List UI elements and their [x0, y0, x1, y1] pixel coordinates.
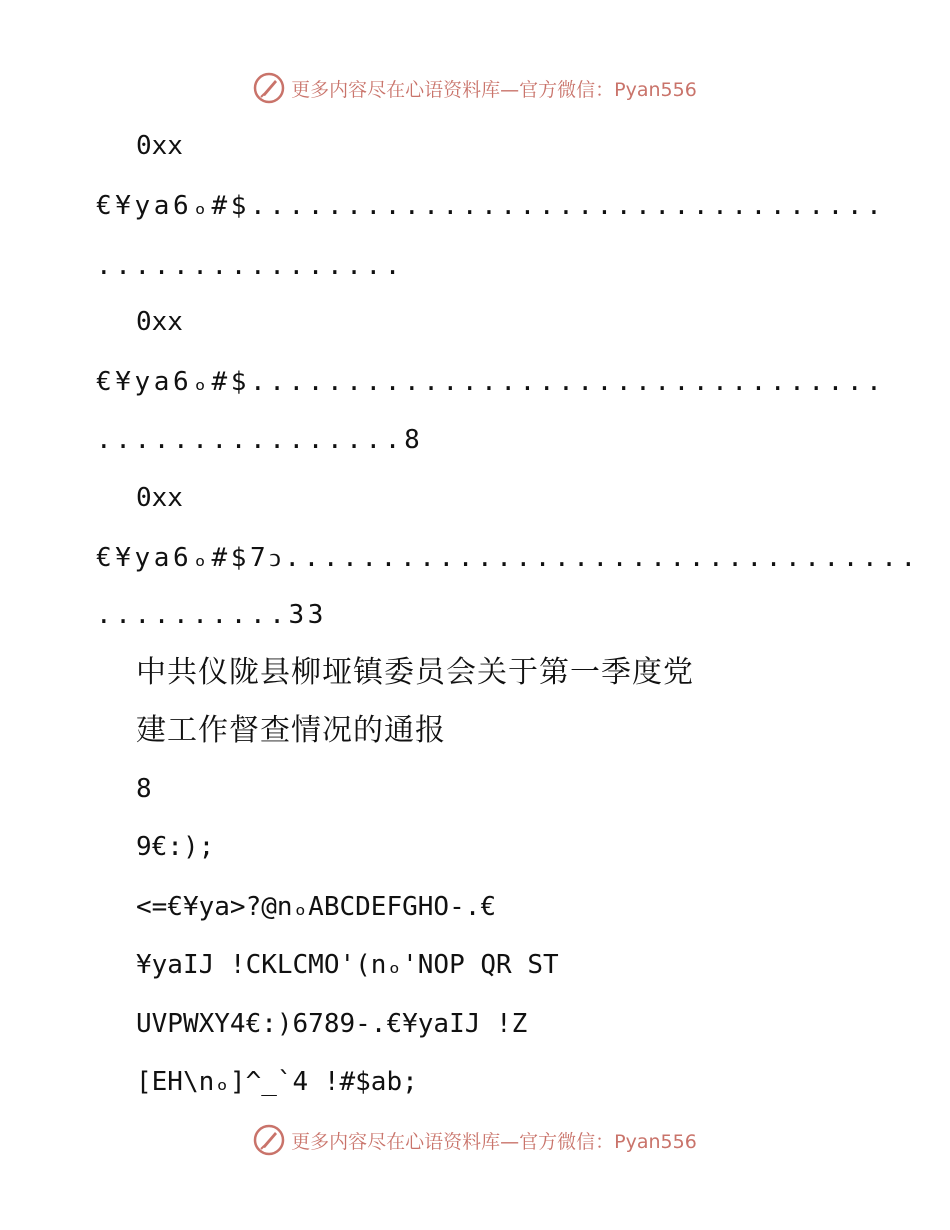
watermark-text: 更多内容尽在心语资料库—官方微信：Pyan556 [291, 78, 697, 101]
document-title-line-1: 中共仪陇县柳垭镇委员会关于第一季度党 [136, 655, 694, 690]
toc-entry-continuation: ..........33 [96, 600, 328, 630]
body-line: [EH\nₒ]^_`4 !#$ab; [136, 1067, 418, 1097]
document-title-line-2: 建工作督查情况的通报 [136, 713, 446, 748]
toc-page-number: 33 [288, 600, 328, 630]
body-line: ¥yaIJ !CKLCMO'(nₒ'NOP QR ST [136, 950, 559, 980]
toc-prefix: 0xx [136, 307, 183, 337]
watermark-header [0, 72, 950, 104]
body-line: 9€:); [136, 832, 215, 862]
watermark-footer [0, 1124, 950, 1156]
toc-entry: €¥ya6ₒ#$................................. [96, 191, 886, 221]
toc-entry-continuation: ................ [96, 251, 405, 281]
toc-prefix: 0xx [136, 131, 183, 161]
toc-page-number: 8 [404, 425, 424, 455]
body-line: <=€¥ya>?@nₒABCDEFGHO-.€ [136, 892, 497, 922]
toc-entry-continuation: ................8 [96, 425, 424, 455]
toc-entry: €¥ya6ₒ#$................................. [96, 367, 886, 397]
watermark-text: 更多内容尽在心语资料库—官方微信：Pyan556 [291, 1130, 697, 1153]
quill-logo-icon [253, 1124, 285, 1156]
body-line: 8 [136, 774, 152, 804]
quill-logo-icon [253, 72, 285, 104]
toc-prefix: 0xx [136, 483, 183, 513]
toc-entry: €¥ya6ₒ#$7ↄ................................. [96, 543, 920, 573]
body-line: UVPWXY4€:)6789-.€¥yaIJ !Z [136, 1009, 528, 1039]
